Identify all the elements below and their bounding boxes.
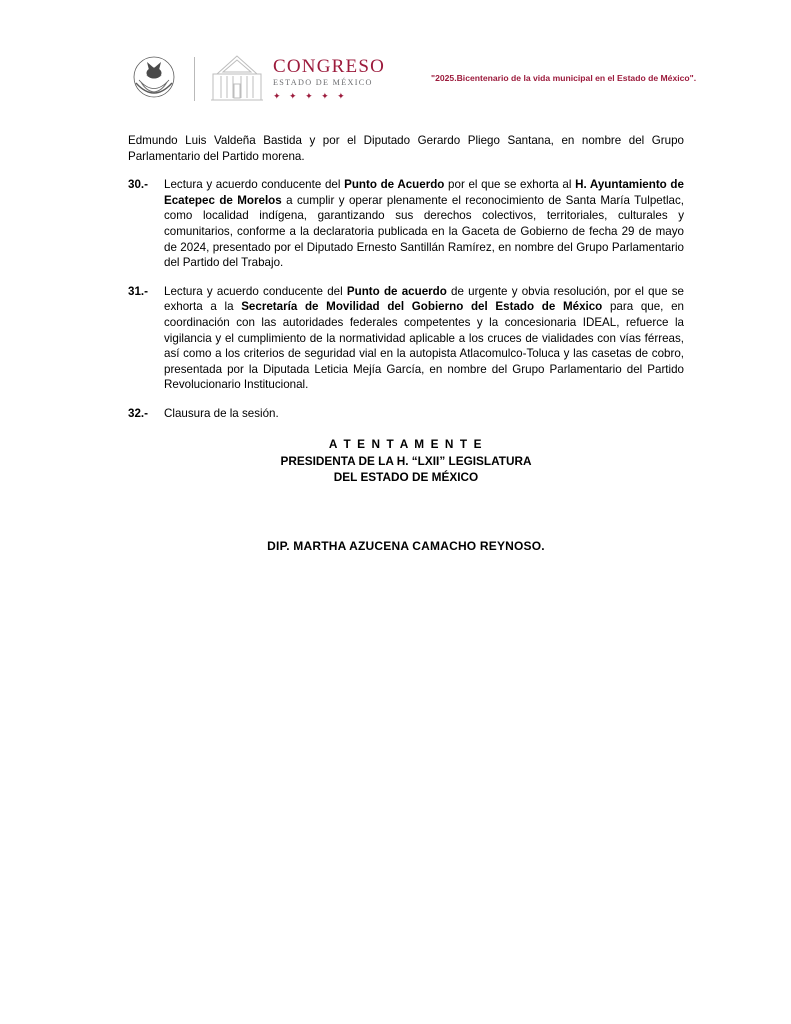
agenda-item-text: Lectura y acuerdo conducente del Punto de acuerdo de urgente y obvia resolución, por el que se exhorta a la Secretaría de Movilidad del Gobierno del Estado de México para que, en coordinación con las autoridades federales competentes y la concesionaria IDEAL, refuerce la vigilancia y el cumplimiento de la normatividad aplicable a los cruces de vialidades con vías férreas, así como a los criterios de seguridad vial en la autopista Atlacomulco-Toluca y las casetas de cobro, presentada por la Diputada Leticia Mejía García, en nombre del Grupo Parlamentario del Partido Revolucionario Institucional. (164, 284, 684, 392)
agenda-item-text: Clausura de la sesión. (164, 406, 279, 420)
agenda-item-text: Lectura y acuerdo conducente del Punto de Acuerdo por el que se exhorta al H. Ayuntamiento de Ecatepec de Morelos a cumplir y operar plenamente el reconocimiento de Santa María Tulpetlac, como localidad indígena, garantizando sus derechos colectivos, territoriales, culturales y comunitarios, conforme a la declaratoria publicada en la Gaceta de Gobierno de fecha 29 de mayo de 2024, presentado por el Diputado Ernesto Santillán Ramírez, en nombre del Grupo Parlamentario del Partido del Trabajo. (164, 178, 684, 270)
header-slogan: "2025.Bicentenario de la vida municipal en el Estado de México". (431, 73, 697, 83)
header-divider (194, 57, 195, 101)
congreso-logo (209, 54, 385, 104)
closing-title-line-2: DEL ESTADO DE MÉXICO (333, 469, 479, 484)
document-header (0, 48, 791, 110)
agenda-item-number: 32.- (128, 406, 148, 420)
agenda-item (128, 177, 684, 271)
agenda-item (128, 406, 684, 422)
congreso-ornament-icon: ✦ ✦ ✦ ✦ ✦ (273, 91, 348, 102)
national-crest-icon (128, 53, 180, 105)
closing-block (128, 436, 684, 485)
intro-paragraph: Edmundo Luis Valdeña Bastida y por el Diputado Gerardo Pliego Santana, en nombre del Grupo Parlamentario del Partido morena. (128, 134, 684, 163)
closing-title-line-1: PRESIDENTA DE LA H. “LXII” LEGISLATURA (280, 453, 532, 468)
legislative-building-icon (209, 54, 265, 104)
agenda-item (128, 284, 684, 393)
congreso-title: CONGRESO (273, 55, 386, 77)
agenda-item-number: 30.- (128, 178, 148, 192)
closing-atentamente: A T E N T A M E N T E (328, 436, 484, 451)
congreso-subtitle: ESTADO DE MÉXICO (273, 77, 373, 87)
signature-name: DIP. MARTHA AZUCENA CAMACHO REYNOSO. (267, 538, 545, 553)
agenda-item-number: 31.- (128, 284, 148, 298)
document-body (128, 133, 684, 553)
